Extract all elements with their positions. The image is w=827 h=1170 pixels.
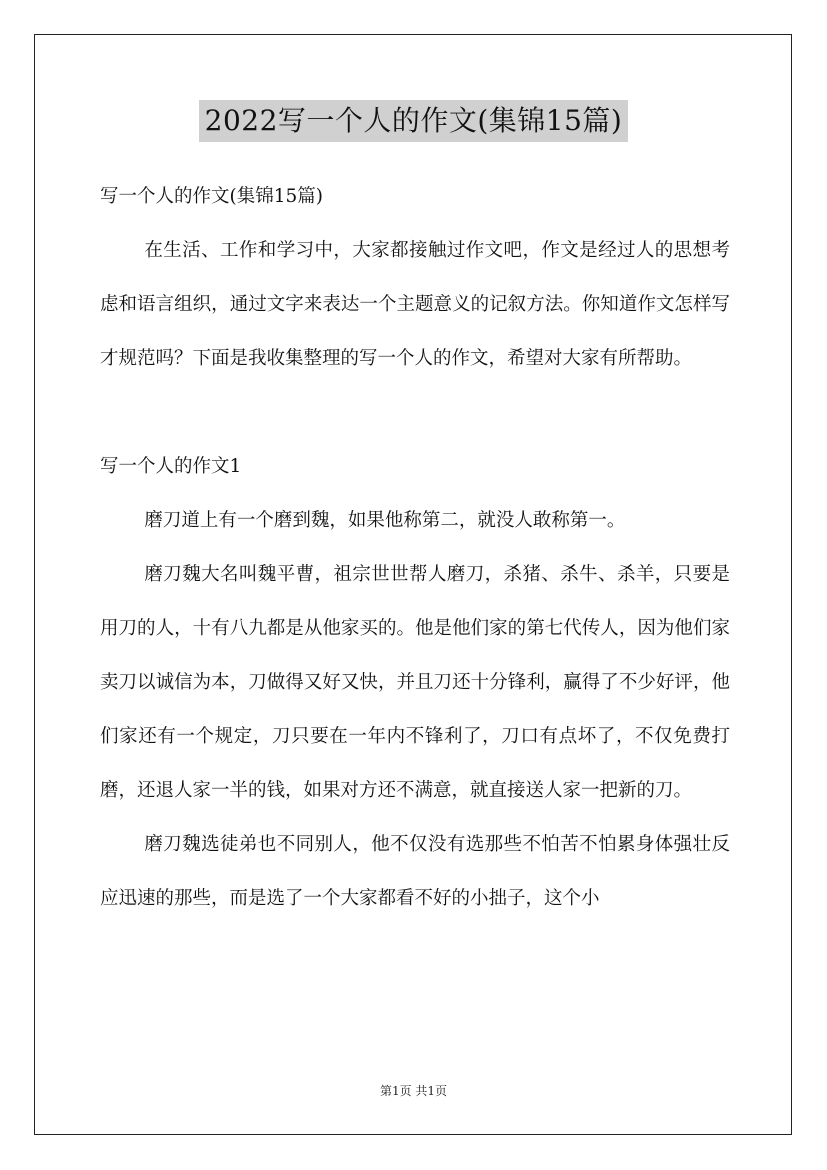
body-paragraph-3: 磨刀魏选徒弟也不同别人，他不仅没有选那些不怕苦不怕累身体强壮反应迅速的那些，而是选了一个大家都看不好的小拙子，这个小 [100,834,730,909]
page-footer: 第1页 共1页 [379,1084,448,1098]
intro-paragraph: 在生活、工作和学习中，大家都接触过作文吧，作文是经过人的思想考虑和语言组织，通过文字来表达一个主题意义的记叙方法。你知道作文怎样写才规范吗？下面是我收集整理的写一个人的作文，希望对大家有所帮助。 [100,240,730,369]
body-paragraph-1: 磨刀道上有一个磨到魏，如果他称第二，就没人敢称第一。 [144,510,626,531]
body-paragraph-2: 磨刀魏大名叫魏平曹，祖宗世世帮人磨刀，杀猪、杀牛、杀羊，只要是用刀的人，十有八九都是从他家买的。他是他们家的第七代传人，因为他们家卖刀以诚信为本，刀做得又好又快，并且刀还十分锋利，赢得了不少好评，他们家还有一个规定，刀只要在一年内不锋利了，刀口有点坏了，不仅免费打磨，还退人家一半的钱，如果对方还不满意，就直接送人家一把新的刀。 [100,564,730,801]
section-heading: 写一个人的作文1 [100,456,242,477]
document-title: 2022写一个人的作文(集锦15篇) [199,100,629,142]
document-subtitle: 写一个人的作文(集锦15篇) [100,186,323,207]
section-gap [100,386,730,440]
document-body [100,170,730,926]
title-container [0,100,827,142]
